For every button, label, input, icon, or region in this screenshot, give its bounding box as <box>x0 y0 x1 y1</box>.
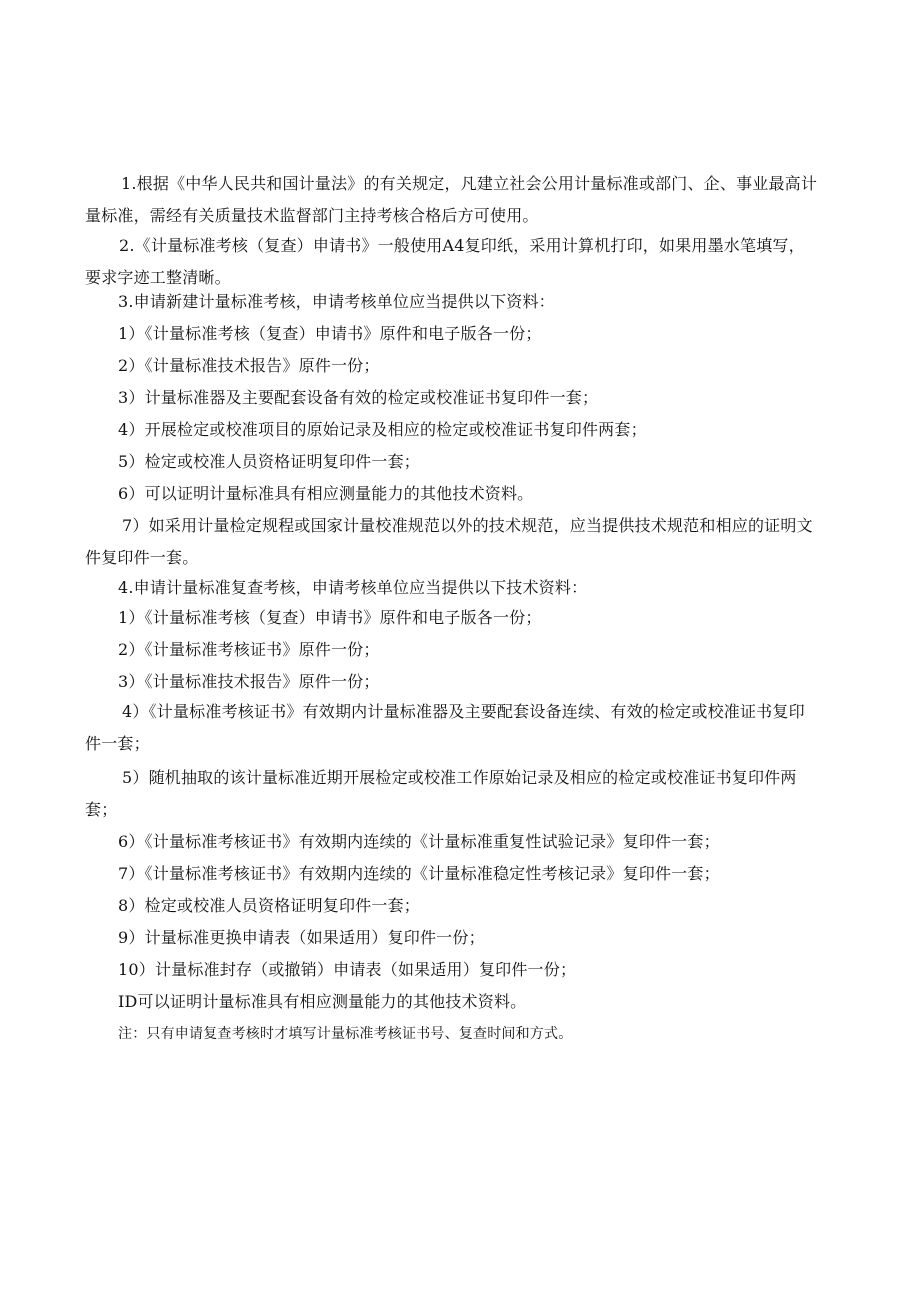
list-item: 4）《计量标准考核证书》有效期内计量标准器及主要配套设备连续、有效的检定或校准证书复印件一套； <box>85 702 805 753</box>
paragraph-4: 4.申请计量标准复查考核，申请考核单位应当提供以下技术资料： <box>118 578 588 597</box>
list-item: 3）计量标准器及主要配套设备有效的检定或校准证书复印件一套； <box>118 388 599 407</box>
list-item: 8）检定或校准人员资格证明复印件一套； <box>118 896 420 915</box>
list-item: 6）《计量标准考核证书》有效期内连续的《计量标准重复性试验记录》复印件一套； <box>118 832 720 851</box>
list-item: 6）可以证明计量标准具有相应测量能力的其他技术资料。 <box>118 484 534 503</box>
list-item: 10）计量标准封存（或撤销）申请表（如果适用）复印件一份； <box>118 960 577 979</box>
footnote: 注：只有申请复查考核时才填写计量标准考核证书号、复查时间和方式。 <box>118 1026 573 1042</box>
list-item: 3）《计量标准技术报告》原件一份； <box>118 672 380 691</box>
paragraph-1: 1.根据《中华人民共和国计量法》的有关规定，凡建立社会公用计量标准或部门、企、事业最高计量标准，需经有关质量技术监督部门主持考核合格后方可使用。 <box>85 174 818 225</box>
list-item: 7）如采用计量检定规程或国家计量校准规范以外的技术规范，应当提供技术规范和相应的证明文件复印件一套。 <box>85 516 813 567</box>
list-item: 5）检定或校准人员资格证明复印件一套； <box>118 452 420 471</box>
paragraph-2: 2.《计量标准考核（复查）申请书》一般使用A4复印纸，采用计算机打印，如果用墨水笔填写，要求字迹工整清晰。 <box>85 236 805 287</box>
list-item: 5）随机抽取的该计量标准近期开展检定或校准工作原始记录及相应的检定或校准证书复印件两套； <box>85 768 797 819</box>
list-item: 2）《计量标准技术报告》原件一份； <box>118 356 380 375</box>
paragraph-3: 3.申请新建计量标准考核，申请考核单位应当提供以下资料： <box>118 292 555 311</box>
list-item: ID可以证明计量标准具有相应测量能力的其他技术资料。 <box>118 992 527 1011</box>
list-item: 1）《计量标准考核（复查）申请书》原件和电子版各一份； <box>118 324 542 343</box>
list-item: 7）《计量标准考核证书》有效期内连续的《计量标准稳定性考核记录》复印件一套； <box>118 864 720 883</box>
list-item: 2）《计量标准考核证书》原件一份； <box>118 640 380 659</box>
list-item: 9）计量标准更换申请表（如果适用）复印件一份； <box>118 928 485 947</box>
list-item: 4）开展检定或校准项目的原始记录及相应的检定或校准证书复印件两套； <box>118 420 647 439</box>
list-item: 1）《计量标准考核（复查）申请书》原件和电子版各一份； <box>118 608 542 627</box>
